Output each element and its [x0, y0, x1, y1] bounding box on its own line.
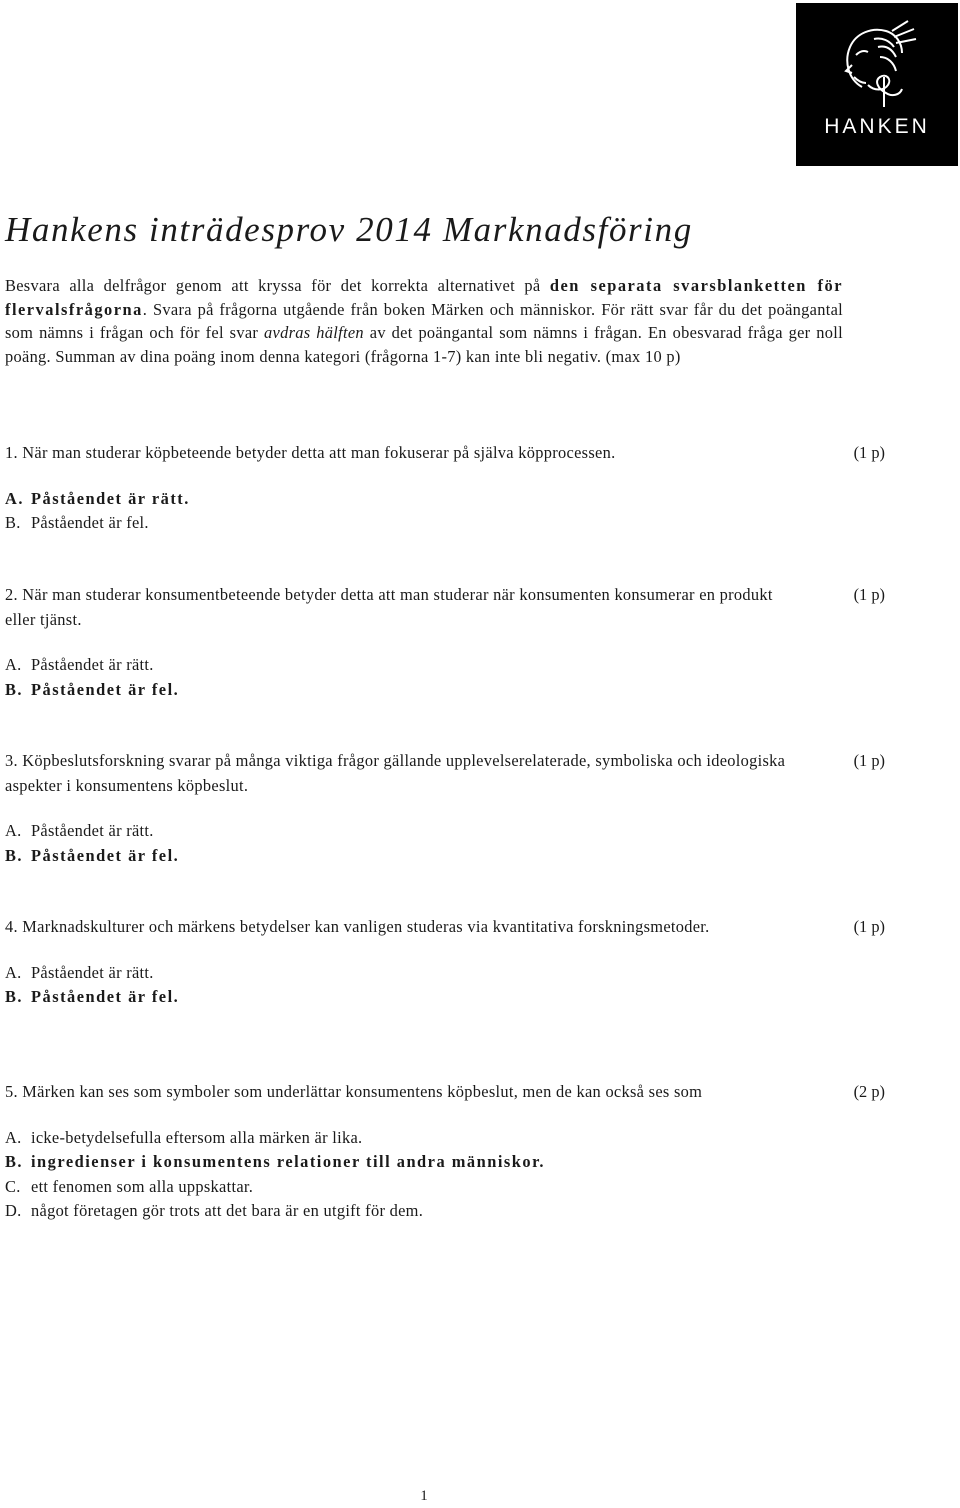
instructions [5, 274, 843, 368]
option-c: C. ett fenomen som alla uppskattar. [5, 1176, 254, 1196]
question-text: 3. Köpbeslutsforskning svarar på många viktiga frågor gällande upplevelserelaterade, symboliska och ideologiska aspekter i konsumentens köpbeslut. [5, 751, 786, 795]
option-b: B. Påståendet är fel. [5, 513, 149, 532]
question-points: (1 p) [853, 585, 885, 604]
option-b: B. Påståendet är fel. [5, 679, 180, 699]
intro-text-3: av det poängantal som nämns i frågan. En obesvarad fråga ger noll poäng. Summan av dina poäng inom denna kategori (frågorna 1-7) kan inte bli negativ. (max 10 p) [5, 323, 843, 366]
question-text: 1. När man studerar köpbeteende betyder detta att man fokuserar på själva köpprocessen. [5, 443, 616, 462]
question-text: 5. Märken kan ses som symboler som underlättar konsumentens köpbeslut, men de kan också ses som [5, 1082, 703, 1101]
option-b: B. Påståendet är fel. [5, 987, 180, 1006]
intro-text-1: Besvara alla delfrågor genom att kryssa för det korrekta alternativet på [5, 276, 550, 295]
intro-text-2: . Svara på frågorna utgående från boken Märken och människor. För rätt svar får du det poängantal som nämns i frågan och för fel svar [5, 299, 843, 342]
question-4 [5, 915, 885, 1010]
logo-wordmark: HANKEN [824, 115, 930, 138]
intro-italic: avdras hälften [264, 323, 364, 342]
question-points: (1 p) [853, 443, 885, 462]
question-2 [5, 583, 885, 702]
hanken-logo [796, 3, 958, 166]
question-5 [5, 1080, 885, 1224]
option-a: A. Påståendet är rätt. [5, 962, 154, 982]
option-a: A. icke-betydelsefulla eftersom alla märken är lika. [5, 1127, 363, 1147]
mercury-head-icon [834, 17, 920, 109]
option-b: B. Påståendet är fel. [5, 845, 180, 865]
page-title: Hankens inträdesprov 2014 Marknadsföring [5, 210, 693, 249]
option-b: B. ingredienser i konsumentens relationer till andra människor. [5, 1152, 545, 1171]
question-text: 2. När man studerar konsumentbeteende betyder detta att man studerar när konsumenten konsumerar en produkt eller tjänst. [5, 585, 773, 629]
option-a: A. Påståendet är rätt. [5, 488, 190, 508]
page-number: 1 [420, 1488, 428, 1504]
option-a: A. Påståendet är rätt. [5, 821, 154, 840]
question-1 [5, 441, 885, 536]
question-text: 4. Marknadskulturer och märkens betydelser kan vanligen studeras via kvantitativa forskningsmetoder. [5, 917, 710, 936]
question-points: (2 p) [853, 1082, 885, 1101]
intro-bold: den separata svarsblanketten för flervalsfrågorna [5, 276, 843, 319]
question-3 [5, 749, 885, 868]
question-points: (1 p) [853, 751, 885, 770]
option-d: D. något företagen gör trots att det bara är en utgift för dem. [5, 1201, 424, 1220]
option-a: A. Påståendet är rätt. [5, 655, 154, 674]
question-points: (1 p) [853, 917, 885, 936]
